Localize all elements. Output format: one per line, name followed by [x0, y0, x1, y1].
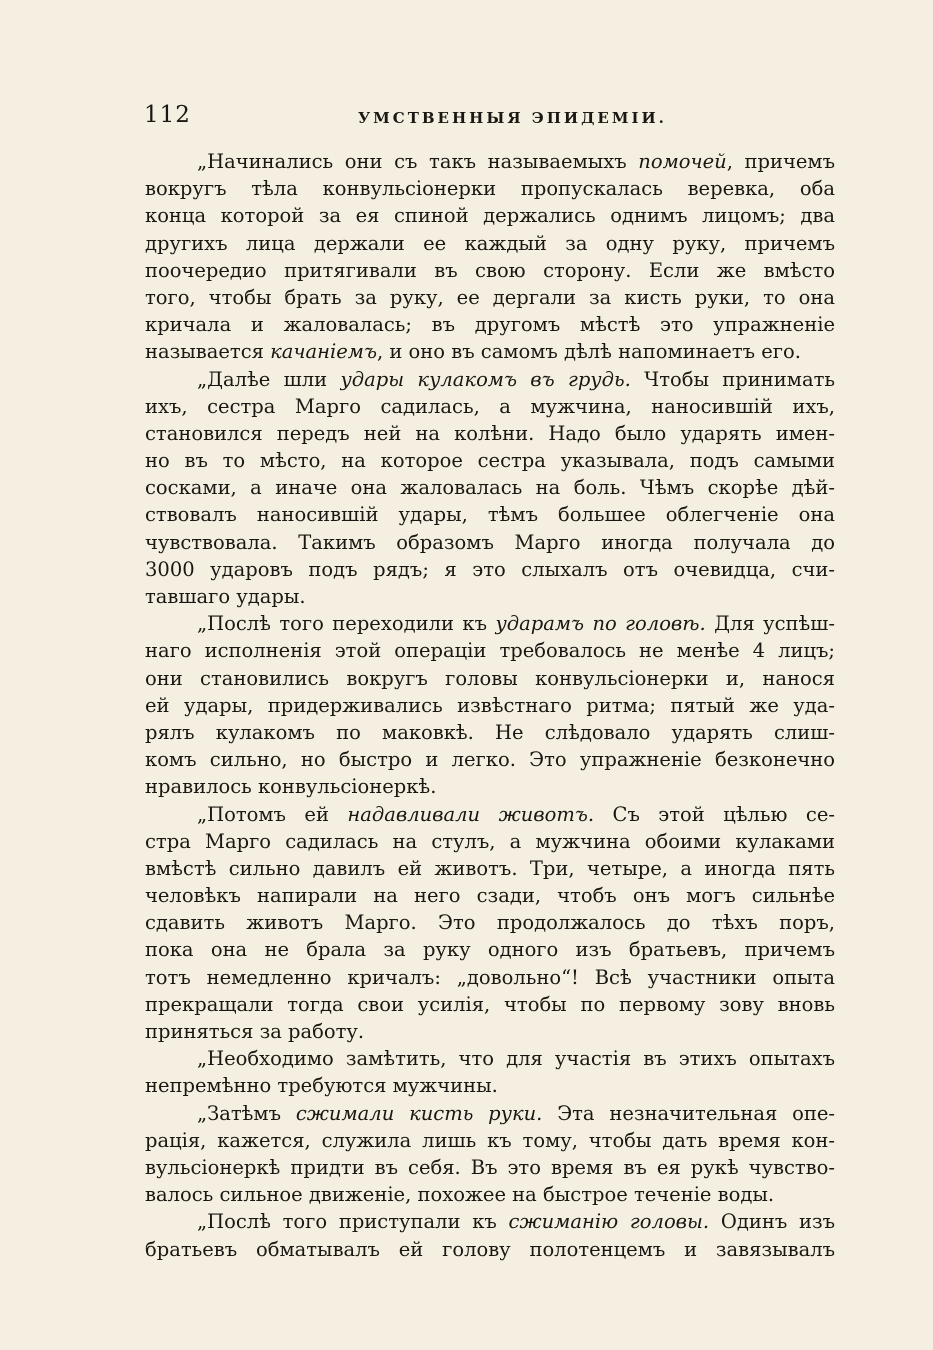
text-run: стра Марго садилась на стулъ, а мужчина обоими кулаками [145, 829, 835, 853]
body-text [145, 148, 835, 1263]
italic-text: сжимали кисть руки. [295, 1101, 543, 1125]
text-line [145, 964, 835, 991]
text-line [145, 393, 835, 420]
text-line [145, 529, 835, 556]
text-line [145, 855, 835, 882]
text-run: прекращали тогда свои усилія, чтобы по первому зову вновь [145, 992, 835, 1016]
text-run: „Далѣе шли [197, 367, 341, 391]
text-run: человѣкъ напирали на него сзади, чтобъ онъ могъ сильнѣе [145, 884, 835, 908]
text-line [145, 1181, 835, 1208]
text-run: другихъ лица держали ее каждый за одну руку, причемъ [145, 231, 835, 255]
text-run: ей удары, придерживались извѣстнаго ритма; пятый же уда- [145, 693, 835, 717]
text-line [145, 257, 835, 284]
text-run: они становились вокругъ головы конвульсіонерки и, нанося [145, 666, 835, 690]
text-line [145, 637, 835, 664]
page-header [144, 102, 834, 134]
text-line [145, 773, 835, 800]
text-run: но въ то мѣсто, на которое сестра указывала, подъ самыми [145, 449, 835, 473]
text-line [145, 556, 835, 583]
text-line [145, 202, 835, 229]
text-run: „Затѣмъ [197, 1101, 296, 1125]
italic-text: помочей [638, 150, 727, 173]
text-run: сдавить животъ Марго. Это продолжалось до тѣхъ поръ, [145, 911, 835, 935]
text-run: Одинъ изъ [709, 1210, 835, 1234]
text-line [145, 828, 835, 855]
text-run: Для успѣш- [705, 612, 835, 636]
text-line [145, 1072, 835, 1099]
text-line [145, 1236, 835, 1263]
text-run: приняться за работу. [145, 1020, 365, 1043]
text-run: „Начинались они съ такъ называемыхъ [197, 150, 639, 173]
text-run: комъ сильно, но быстро и легко. Это упражненіе безконечно [145, 748, 835, 772]
running-title: УМСТВЕННЫЯ ЭПИДЕМІИ. [358, 109, 667, 127]
text-run: тавшаго удары. [145, 585, 306, 608]
text-run: кричала и жаловалась; въ другомъ мѣстѣ это упражненіе [145, 313, 835, 337]
text-run: того, чтобы брать за руку, ее дергали за кисть руки, то она [145, 285, 835, 309]
italic-text: ударамъ по головѣ. [495, 612, 706, 636]
text-run: вокругъ тѣла конвульсіонерки пропускалась веревка, оба [145, 177, 835, 201]
text-line [145, 175, 835, 202]
text-run: 3000 ударовъ подъ рядъ; я это слыхалъ отъ очевидца, счи- [145, 557, 835, 581]
text-line [145, 692, 835, 719]
text-run: поочередио притягивали въ свою сторону. Если же вмѣсто [145, 258, 835, 282]
text-run: непремѣнно требуются мужчины. [145, 1074, 498, 1098]
text-run: рялъ кулакомъ по маковкѣ. Не слѣдовало ударять слиш- [145, 720, 835, 744]
text-line [145, 501, 835, 528]
text-line [145, 1127, 835, 1154]
text-line [145, 230, 835, 257]
text-run: , причемъ [726, 150, 835, 173]
text-run: Съ этой цѣлью се- [594, 802, 835, 826]
text-run: чувствовала. Такимъ образомъ Марго иногда получала до [145, 530, 835, 554]
text-line [145, 1045, 835, 1072]
italic-text: сжиманію головы. [508, 1210, 710, 1234]
text-line [145, 1018, 835, 1045]
text-run: ихъ, сестра Марго садилась, а мужчина, наносившій ихъ, [145, 394, 835, 418]
text-line [145, 447, 835, 474]
text-line [145, 882, 835, 909]
text-line [145, 719, 835, 746]
text-line [145, 746, 835, 773]
text-run: конца которой за ея спиной держались однимъ лицомъ; два [145, 204, 835, 228]
page-number: 112 [144, 102, 191, 128]
text-run: нравилось конвульсіонеркѣ. [145, 775, 437, 799]
text-run: „Необходимо замѣтить, что для участія въ этихъ опытахъ [197, 1047, 835, 1071]
text-line [145, 991, 835, 1018]
text-run: валось сильное движеніе, похожее на быстрое теченіе воды. [145, 1183, 775, 1207]
text-run: „Потомъ ей [197, 802, 348, 826]
text-run: Чтобы принимать [630, 367, 835, 391]
text-run: сосками, а иначе она жаловалась на боль. Чѣмъ скорѣе дѣй- [145, 476, 835, 500]
text-run: „Послѣ того переходили къ [197, 612, 496, 636]
text-line [145, 665, 835, 692]
text-run: братьевъ обматывалъ ей голову полотенцемъ и завязывалъ [145, 1237, 835, 1261]
text-line [145, 284, 835, 311]
text-line [145, 1100, 835, 1127]
text-line [145, 420, 835, 447]
text-line [145, 311, 835, 338]
text-run: вульсіонеркѣ придти въ себя. Въ это время въ ея рукѣ чувство- [145, 1155, 835, 1179]
text-run: рація, кажется, служила лишь къ тому, чтобы дать время кон- [145, 1128, 835, 1152]
text-run: тотъ немедленно кричалъ: „довольно“! Всѣ участники опыта [145, 965, 835, 989]
text-line [145, 1154, 835, 1181]
text-run: пока она не брала за руку одного изъ братьевъ, причемъ [145, 938, 835, 962]
text-run: „Послѣ того приступали къ [197, 1210, 509, 1234]
italic-text: удары кулакомъ въ грудь. [340, 367, 631, 391]
text-line [145, 909, 835, 936]
text-line [145, 338, 835, 365]
text-line [145, 1208, 835, 1235]
text-run: называется [145, 340, 271, 364]
text-run: вмѣстѣ сильно давилъ ей животъ. Три, четыре, а иногда пять [145, 856, 835, 880]
italic-text: качаніемъ [270, 340, 377, 364]
text-run: Эта незначительная опе- [542, 1101, 835, 1125]
text-line [145, 936, 835, 963]
text-run: становился передъ ней на колѣни. Надо было ударять имен- [145, 421, 835, 445]
text-run: , и оно въ самомъ дѣлѣ напоминаетъ его. [376, 340, 801, 364]
text-run: ствовалъ наносившій удары, тѣмъ большее облегченіе она [145, 503, 835, 527]
text-run: наго исполненія этой операціи требовалось не менѣе 4 лицъ; [145, 639, 835, 663]
text-line [145, 474, 835, 501]
text-line [145, 366, 835, 393]
text-line [145, 148, 835, 175]
text-line [145, 583, 835, 610]
text-line [145, 801, 835, 828]
italic-text: надавливали животъ. [347, 802, 595, 826]
text-line [145, 610, 835, 637]
